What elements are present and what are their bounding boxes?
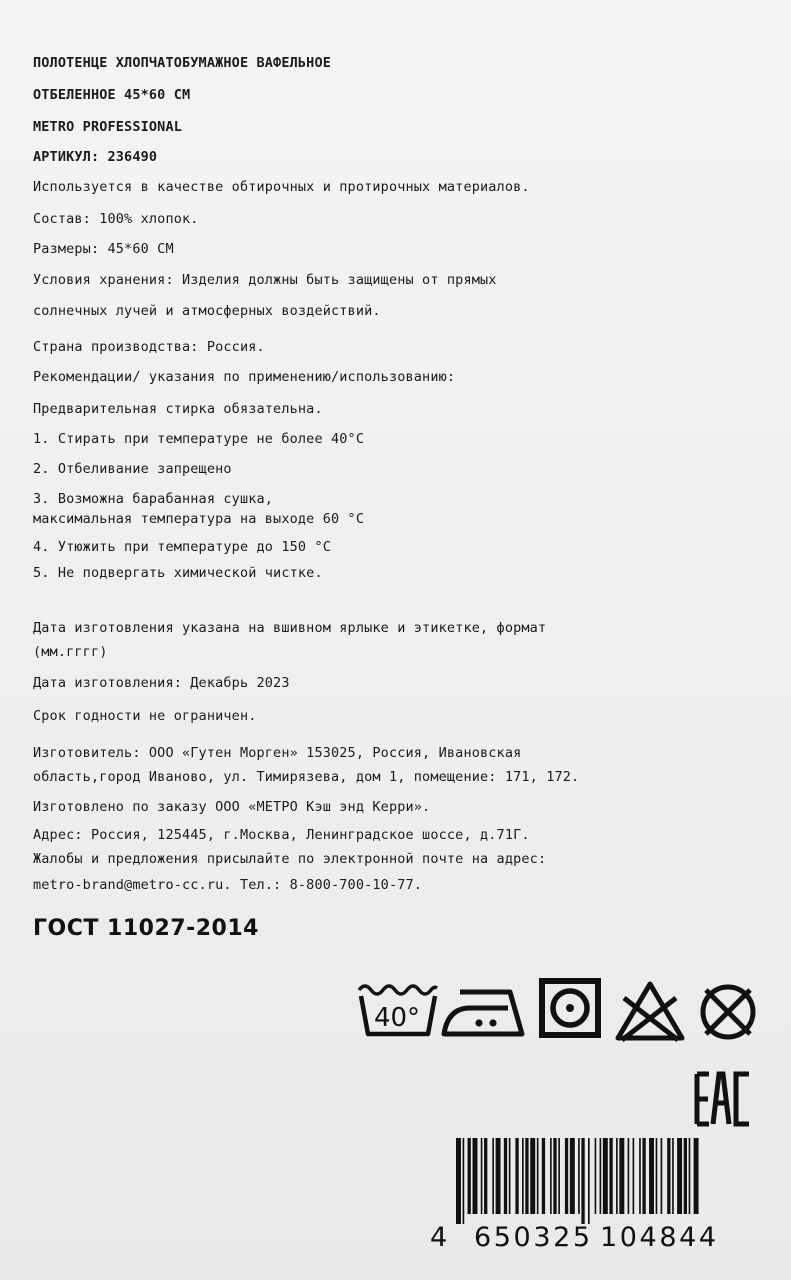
wash-40-icon — [356, 978, 440, 1040]
no-bleach-icon — [614, 978, 686, 1042]
barcode-bar — [667, 1138, 670, 1214]
tumble-dry-icon — [538, 978, 602, 1040]
barcode-bar — [619, 1138, 624, 1214]
production-date-note-line-1: Дата изготовления указана на вшивном ярлыке и этикетке, формат — [33, 620, 547, 636]
barcode-bar — [522, 1138, 524, 1214]
barcode-bar — [565, 1138, 568, 1214]
barcode-bar — [684, 1138, 687, 1214]
barcode-bar — [550, 1138, 552, 1214]
barcode-bar — [473, 1138, 478, 1214]
orderer-address: Адрес: Россия, 125445, г.Москва, Ленинградское шоссе, д.71Г. — [33, 827, 530, 843]
barcode-bar — [633, 1138, 635, 1214]
barcode-bar — [504, 1138, 507, 1214]
barcode-bar — [492, 1138, 494, 1214]
barcode-bar — [578, 1138, 580, 1214]
eac-certification-mark — [694, 1070, 754, 1128]
barcode-bar — [570, 1138, 575, 1214]
barcode-bar — [553, 1138, 556, 1214]
barcode-bar — [672, 1138, 674, 1214]
shelf-life: Срок годности не ограничен. — [33, 708, 257, 724]
barcode-bar — [603, 1138, 608, 1214]
barcode-bar — [588, 1138, 590, 1224]
barcode-bar — [542, 1138, 545, 1214]
recommendations-heading: Рекомендации/ указания по применению/использованию: — [33, 369, 456, 385]
barcode-bar — [639, 1138, 641, 1214]
gost-standard: ГОСТ 11027-2014 — [33, 916, 259, 941]
barcode-bar — [558, 1138, 560, 1214]
manufacturer-line-1: Изготовитель: ООО «Гутен Морген» 153025, Россия, Ивановская — [33, 745, 522, 761]
brand-name: METRO PROFESSIONAL — [33, 119, 182, 135]
barcode-bar — [537, 1138, 539, 1214]
barcode-bar — [656, 1138, 658, 1214]
barcode-bar — [509, 1138, 511, 1214]
care-instruction-1: 1. Стирать при температуре не более 40°С — [33, 431, 365, 447]
barcode-bar — [609, 1138, 612, 1214]
care-instruction-3-line-1: 3. Возможна барабанная сушка, — [33, 491, 274, 507]
barcode-bar — [525, 1138, 528, 1214]
iron-icon — [440, 978, 530, 1040]
care-instruction-5: 5. Не подвергать химической чистке. — [33, 565, 323, 581]
production-date-note-line-2: (мм.гггг) — [33, 644, 108, 660]
prewash-note: Предварительная стирка обязательна. — [33, 401, 323, 417]
barcode-bar — [496, 1138, 501, 1214]
storage-conditions-line-1: Условия хранения: Изделия должны быть защищены от прямых — [33, 272, 497, 288]
barcode-bar — [642, 1138, 645, 1214]
barcode-bar — [515, 1138, 518, 1214]
barcode-bar — [677, 1138, 682, 1214]
country-of-origin: Страна производства: Россия. — [33, 339, 265, 355]
product-name-line-1: ПОЛОТЕНЦЕ ХЛОПЧАТОБУМАЖНОЕ ВАФЕЛЬНОЕ — [33, 55, 331, 71]
care-instruction-4: 4. Утюжить при температуре до 150 °С — [33, 539, 331, 555]
barcode-bar — [661, 1138, 663, 1214]
barcode-digit-first: 4 — [430, 1222, 450, 1253]
complaints-line-2: metro-brand@metro-cc.ru. Тел.: 8-800-700-10-77. — [33, 877, 423, 893]
barcode-bar — [628, 1138, 630, 1214]
barcode — [456, 1138, 762, 1224]
complaints-line-1: Жалобы и предложения присылайте по электронной почте на адрес: — [33, 851, 547, 867]
wash-temperature: 40° — [373, 1003, 421, 1033]
barcode-bar — [481, 1138, 483, 1214]
ordered-by: Изготовлено по заказу ООО «МЕТРО Кэш энд Керри». — [33, 799, 431, 815]
barcode-bar — [694, 1138, 699, 1214]
article-number: АРТИКУЛ: 236490 — [33, 149, 158, 165]
manufacturer-line-2: область,город Иваново, ул. Тимирязева, дом 1, помещение: 171, 172. — [33, 769, 580, 785]
care-instruction-3-line-2: максимальная температура на выходе 60 °С — [33, 511, 365, 527]
barcode-bar — [689, 1138, 691, 1214]
barcode-bar — [484, 1138, 487, 1214]
no-dry-clean-icon — [696, 978, 760, 1042]
barcode-bar — [649, 1138, 654, 1214]
composition-text: Состав: 100% хлопок. — [33, 211, 199, 227]
production-date: Дата изготовления: Декабрь 2023 — [33, 675, 290, 691]
barcode-bar — [616, 1138, 618, 1214]
barcode-bar — [468, 1138, 471, 1214]
barcode-bar — [463, 1138, 465, 1224]
usage-text: Используется в качестве обтирочных и протирочных материалов. — [33, 179, 530, 195]
barcode-bar — [595, 1138, 597, 1214]
barcode-bar — [581, 1138, 584, 1224]
storage-conditions-line-2: солнечных лучей и атмосферных воздействий. — [33, 303, 381, 319]
size-text: Размеры: 45*60 СМ — [33, 241, 174, 257]
barcode-bar — [456, 1138, 461, 1224]
barcode-bar — [600, 1138, 602, 1214]
barcode-group-2: 104844 — [600, 1222, 719, 1253]
product-name-line-2: ОТБЕЛЕННОЕ 45*60 СМ — [33, 87, 191, 103]
barcode-bar — [530, 1138, 535, 1214]
care-instruction-2: 2. Отбеливание запрещено — [33, 461, 232, 477]
barcode-group-1: 650325 — [474, 1222, 593, 1253]
